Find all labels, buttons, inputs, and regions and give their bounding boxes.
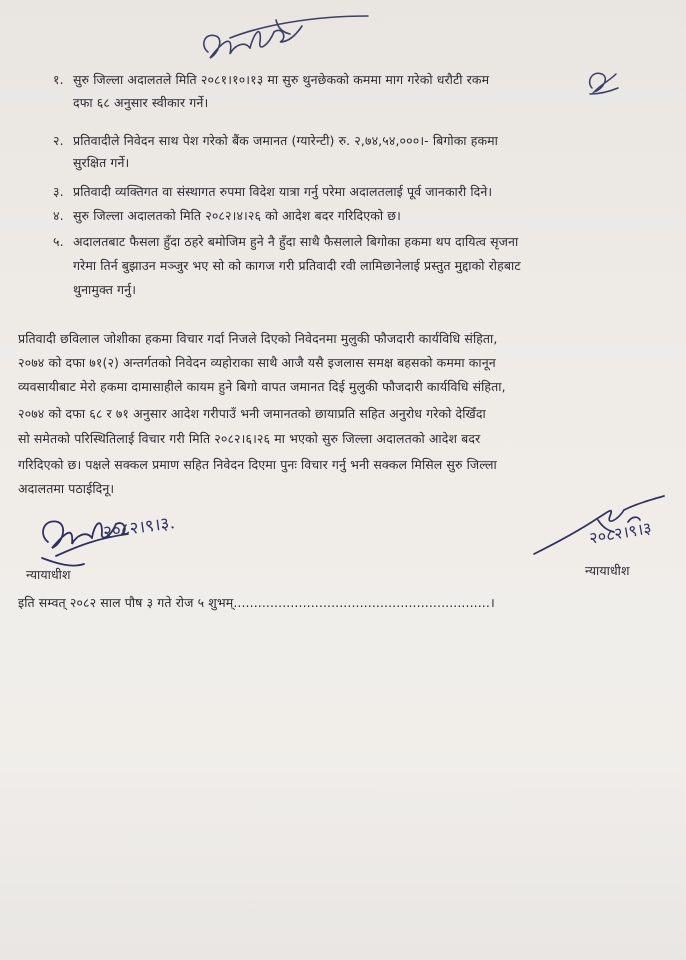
item-number: ५. — [53, 234, 64, 249]
item-line: अदालतबाट फैसला हुँदा ठहरे बमोजिम हुने नै हुँदा साथै फैसलाले बिगोका हकमा थप दायित्व सृजना — [73, 234, 519, 249]
item-number: ३. — [53, 184, 64, 199]
paragraph-line: गरिदिएको छ। पक्षले सक्कल प्रमाण सहित निवेदन दिएमा पुनः विचार गर्नु भनी सक्कल मिसिल सुरु जिल्ला — [18, 457, 497, 472]
item-number: ४. — [53, 208, 64, 223]
left-handwritten-date: २०८२।९।३. — [101, 512, 177, 543]
paragraph-line: अदालतमा पठाईदिनू। — [18, 481, 115, 496]
item-number: २. — [53, 133, 64, 148]
item-line: थुनामुक्त गर्नु। — [73, 282, 137, 297]
right-handwritten-date: २०८२।९।३ — [587, 518, 654, 548]
margin-initials-signature — [582, 64, 622, 100]
item-number: १. — [53, 72, 64, 87]
paragraph-line: २०७४ को दफा ६८ र ७१ अनुसार आदेश गरीपाउँ भनी जमानतको छायाप्रति सहित अनुरोध गरेको देखिँदा — [18, 406, 486, 421]
paragraph-line: २०७४ को दफा ७१(२) अन्तर्गतको निवेदन व्यहोराका साथै आजै यसै इजलास समक्ष बहसको कममा कानून — [18, 355, 496, 370]
item-line: प्रतिवादी व्यक्तिगत वा संस्थागत रुपमा विदेश यात्रा गर्नु परेमा अदालतलाई पूर्व जानकारी दिने। — [73, 184, 493, 199]
item-line: गरेमा तिर्न बुझाउन मञ्जुर भए सो को कागज गरी प्रतिवादी रवी लामिछानेलाई प्रस्तुत मुद्दाको रोहबाट — [73, 258, 521, 273]
item-line: सुरु जिल्ला अदालतको मिति २०८२।४।२६ को आदेश बदर गरिदिएको छ। — [73, 208, 402, 223]
item-line: सुरक्षित गर्ने। — [73, 155, 130, 170]
top-initials-signature — [190, 2, 380, 72]
paragraph-line: सो समेतको परिस्थितिलाई विचार गरी मिति २०८२।६।२६ मा भएको सुरु जिल्ला अदालतको आदेश बदर — [18, 431, 481, 446]
item-line: सुरु जिल्ला अदालतले मिति २०८१।१०।१३ मा सुरु थुनछेकको कममा माग गरेको धरौटी रकम — [73, 72, 490, 87]
item-line: दफा ६८ अनुसार स्वीकार गर्ने। — [73, 95, 209, 110]
paragraph-line: व्यवसायीबाट मेरो हकमा दामासाहीले कायम हुने बिगो वापत जमानत दिई मुलुकी फौजदारी कार्यविधि संहिता, — [18, 379, 506, 394]
right-judge-title: न्यायाधीश — [585, 563, 630, 578]
closing-line: इति सम्वत् २०८२ साल पौष ३ गते रोज ५ शुभम्...............................................................। — [18, 595, 495, 610]
left-judge-title: न्यायाधीश — [26, 567, 71, 582]
paragraph-line: प्रतिवादी छविलाल जोशीका हकमा विचार गर्दा निजले दिएको निवेदनमा मुलुकी फौजदारी कार्यविधि संहिता, — [18, 331, 498, 346]
item-line: प्रतिवादीले निवेदन साथ पेश गरेको बैंक जमानत (ग्यारेन्टी) रु. २,७४,५४,०००।- बिगोका हकमा — [73, 133, 498, 148]
